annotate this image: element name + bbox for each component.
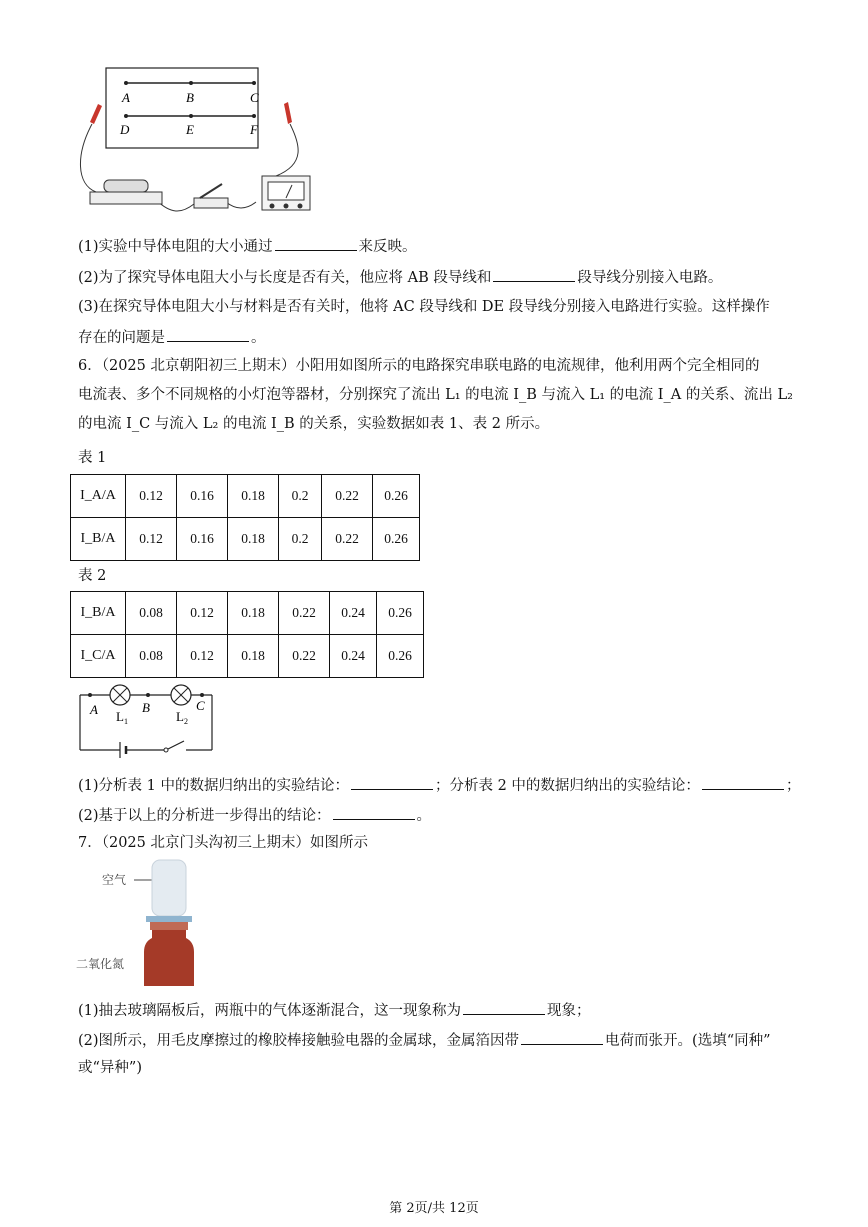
circuit-point-a: A — [90, 702, 98, 717]
point-label-e: E — [186, 122, 194, 137]
table-cell: 0.22 — [322, 475, 373, 518]
table-cell: 0.2 — [279, 475, 322, 518]
table-cell: 0.16 — [177, 475, 228, 518]
table-cell: 0.08 — [126, 635, 177, 678]
table-cell: 0.18 — [228, 518, 279, 561]
q5-part2-text: (2)为了探究导体电阻大小与长度是否有关，他应将 AB 段导线和 — [78, 270, 492, 286]
table-cell: 0.22 — [322, 518, 373, 561]
q6-stem-line3: 的电流 I_C 与流入 L₂ 的电流 I_B 的关系，实验数据如表 1、表 2 所示。 — [78, 416, 550, 432]
q5-part3-suffix: 。 — [251, 330, 266, 346]
answer-blank[interactable] — [702, 775, 784, 790]
q6-part1-text: (1)分析表 1 中的数据归纳出的实验结论： — [78, 778, 349, 794]
series-circuit-diagram — [76, 680, 226, 760]
circuit-point-b: B — [142, 700, 150, 715]
q5-part1 — [78, 236, 417, 257]
label-nitrogen-dioxide: 二氧化氮 — [76, 957, 125, 971]
q5-part2-suffix: 段导线分别接入电路。 — [577, 270, 723, 286]
q7-part1-suffix: 现象； — [547, 1003, 591, 1019]
point-label-d: D — [120, 122, 130, 137]
q6-part1-suffix: ； — [785, 778, 801, 794]
point-label-c: C — [250, 90, 259, 105]
gas-diffusion-bottles-figure — [76, 858, 216, 994]
q5-part1-text: (1)实验中导体电阻的大小通过 — [78, 239, 273, 255]
q6-part2-suffix: 。 — [416, 808, 432, 824]
lamp-l2-label: $L_2$ — [176, 709, 188, 726]
lamp-l1-label: $L_1$ — [116, 709, 128, 726]
table-cell: 0.26 — [373, 475, 420, 518]
point-label-f: F — [250, 122, 258, 137]
q5-part3-line2 — [78, 327, 266, 348]
answer-blank[interactable] — [167, 327, 249, 342]
table-cell: 0.2 — [279, 518, 322, 561]
q7-part2-suffix: 电荷而张开。(选填“同种” — [605, 1033, 771, 1049]
table-cell: 0.24 — [330, 635, 377, 678]
table-cell: 0.18 — [228, 592, 279, 635]
q7-part1-text: (1)抽去玻璃隔板后，两瓶中的气体逐渐混合，这一现象称为 — [78, 1003, 462, 1019]
q7-part1 — [78, 1000, 591, 1021]
q6-part1-text-2: ；分析表 2 中的数据归纳出的实验结论： — [434, 778, 700, 794]
table-row — [71, 475, 420, 518]
answer-blank[interactable] — [275, 236, 357, 251]
answer-blank[interactable] — [521, 1030, 603, 1045]
q7-part2-line2: 或“异种”) — [78, 1060, 142, 1076]
table-cell: 0.26 — [377, 592, 424, 635]
table-cell: 0.12 — [177, 635, 228, 678]
point-label-a: A — [122, 90, 130, 105]
table-cell: 0.12 — [177, 592, 228, 635]
table-row — [71, 592, 424, 635]
table-cell: 0.16 — [177, 518, 228, 561]
table-header-cell: I_A/A — [71, 475, 126, 518]
circuit-point-c: C — [196, 698, 205, 713]
q6-part2 — [78, 805, 431, 826]
table2 — [70, 591, 424, 678]
table-cell: 0.26 — [373, 518, 420, 561]
answer-blank[interactable] — [493, 267, 575, 282]
resistance-wire-apparatus-figure — [76, 64, 316, 216]
label-air: 空气 — [102, 873, 127, 887]
table-cell: 0.12 — [126, 518, 177, 561]
page-number-footer: 第 2页/共 12页 — [389, 1201, 479, 1216]
table-cell: 0.26 — [377, 635, 424, 678]
point-label-b: B — [186, 90, 194, 105]
q5-part3-line1: (3)在探究导体电阻大小与材料是否有关时，他将 AC 段导线和 DE 段导线分别接入电路进行实验。这样操作 — [78, 299, 770, 315]
table-cell: 0.18 — [228, 635, 279, 678]
table-cell: 0.08 — [126, 592, 177, 635]
answer-blank[interactable] — [333, 805, 415, 820]
table-cell: 0.24 — [330, 592, 377, 635]
q6-stem-line1: 6．（2025 北京朝阳初三上期末）小阳用如图所示的电路探究串联电路的电流规律，他利用两个完全相同的 — [78, 358, 760, 374]
q6-part1 — [78, 775, 800, 796]
q5-part2 — [78, 267, 722, 288]
q7-part2-text: (2)图所示，用毛皮摩擦过的橡胶棒接触验电器的金属球，金属箔因带 — [78, 1033, 520, 1049]
q6-stem-line2: 电流表、多个不同规格的小灯泡等器材，分别探究了流出 L₁ 的电流 I_B 与流入 L₁ 的电流 I_A 的关系、流出 L₂ — [78, 387, 793, 403]
table-cell: 0.12 — [126, 475, 177, 518]
q7-stem: 7．（2025 北京门头沟初三上期末）如图所示 — [78, 835, 368, 851]
table2-label: 表 2 — [78, 568, 107, 584]
table-row — [71, 635, 424, 678]
q7-part2 — [78, 1030, 771, 1051]
table-header-cell: I_B/A — [71, 518, 126, 561]
table-header-cell: I_B/A — [71, 592, 126, 635]
table-cell: 0.22 — [279, 592, 330, 635]
answer-blank[interactable] — [351, 775, 433, 790]
table-row — [71, 518, 420, 561]
table-cell: 0.18 — [228, 475, 279, 518]
answer-blank[interactable] — [463, 1000, 545, 1015]
table-cell: 0.22 — [279, 635, 330, 678]
q5-part1-suffix: 来反映。 — [358, 239, 417, 255]
table-header-cell: I_C/A — [71, 635, 126, 678]
table1-label: 表 1 — [78, 450, 107, 466]
q5-part3-text: 存在的问题是 — [78, 330, 165, 346]
q6-part2-text: (2)基于以上的分析进一步得出的结论： — [78, 808, 331, 824]
table1 — [70, 474, 420, 561]
